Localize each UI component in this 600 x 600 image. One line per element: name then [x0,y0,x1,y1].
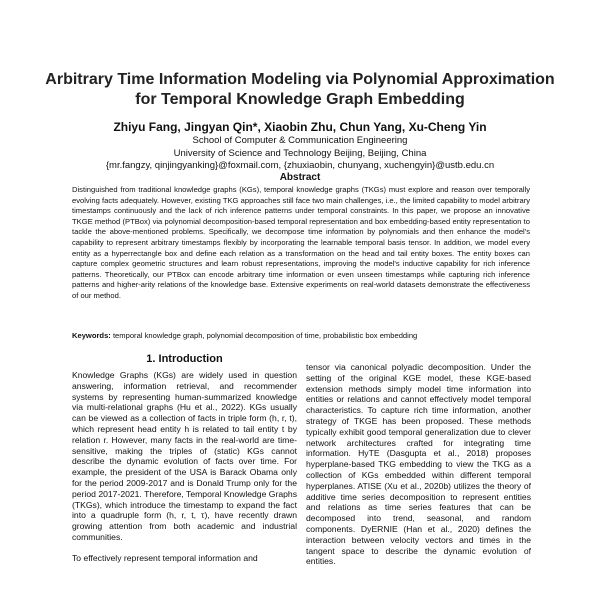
title-line-1: Arbitrary Time Information Modeling via Polynomial Approximation [45,71,555,88]
title-line-2: for Temporal Knowledge Graph Embedding [135,91,465,108]
keywords-line [72,331,530,341]
affiliation-university: University of Science and Technology Beijing, Beijing, China [173,147,427,159]
left-column [72,352,297,600]
right-column [306,362,531,600]
affiliation-school: School of Computer & Communication Engineering [192,135,408,146]
affiliation-block [40,135,560,173]
paper-title [40,70,560,110]
abstract-heading: Abstract [279,172,321,183]
keywords-label: Keywords: [72,331,111,340]
abstract-text: Distinguished from traditional knowledge graphs (KGs), temporal knowledge graphs (TKGs) must explore and reason over temporally evolving facts adequately. However, existing TKG approaches still face two main challenges, i.e., the limited capability to model arbitrary timestamps continuously and the lack of rich inference patterns under temporal constraints. In this paper, we propose an innovative TKGE method (PTBox) via polynomial decomposition-based temporal representation and box embedding-based entity representation to tackle the above-mentioned problems. Specifically, we decompose time information by polynomials and then enhance the model's capability to represent arbitrary timestamps flexibly by incorporating the learnable temporal basis tensor. In addition, we model every entity as a hyperrectangle box and define each relation as a transformation on the head and tail entity boxes. The entity boxes can capture complex geometric structures and learn robust representations, improving the model's inductive capability for rich inference patterns. Theoretically, our PTBox can encode arbitrary time information or even unseen timestamps while capturing rich inference patterns and higher-arity relations of the knowledge base. Extensive experiments on real-world datasets demonstrate the effectiveness of our method. [72,185,530,300]
author-list: Zhiyu Fang, Jingyan Qin*, Xiaobin Zhu, Chun Yang, Xu-Cheng Yin [113,120,487,134]
affiliation-emails: {mr.fangzy, qinjingyanking}@foxmail.com, {zhuxiaobin, chunyang, xuchengyin}@ustb.edu.cn [105,160,495,171]
intro-paragraph-right: tensor via canonical polyadic decomposition. Under the setting of the original KGE model, these KGE-based extension methods simply model time information into entities or relations and cannot effectively model temporal characteristics. To capture rich time information, another strategy of TKGE has been proposed. These methods typically exhibit good temporal generalization due to clever network architectures crafted for integrating time information. HyTE (Dasgupta et al., 2018) proposes hyperplane-based TKG embedding to view the TKG as a collection of KGs embedded within different temporal hyperplanes. ATISE (Xu et al., 2020b) utilizes the theory of additive time series decomposition to represent entities and relations as time series features that can be decomposed into trend, seasonal, and random components. DyERNIE (Han et al., 2020) defines the interaction between velocity vectors and times in the tangent space to describe the dynamic evolution of entities. [306,362,531,567]
keywords-text: temporal knowledge graph, polynomial decomposition of time, probabilistic box embedding [110,331,418,340]
section-heading-introduction: 1. Introduction [146,353,223,365]
intro-paragraph-1: Knowledge Graphs (KGs) are widely used in question answering, information retrieval, and recommender systems by representing human-summarized knowledge via multi-relational graphs (Hu et al., 2022). KGs usually can be viewed as a collection of facts in triple form (h, r, t), which represent head entity h is related to tail entity t by relation r. However, many facts in the real-world are time-sensitive, making the triples of (static) KGs cannot describe the dynamic evolution of facts over time. For example, the president of the USA is Barack Obama only for the period 2009-2017 and is Donald Trump only for the period 2017-2021. Therefore, Temporal Knowledge Graphs (TKGs), which introduce the timestamp to expand the fact into a quadruple form (h, r, t, τ), have recently drawn growing attention from both academic and industrial communities. [72,370,297,542]
intro-paragraph-2: To effectively represent temporal information and [72,552,258,563]
